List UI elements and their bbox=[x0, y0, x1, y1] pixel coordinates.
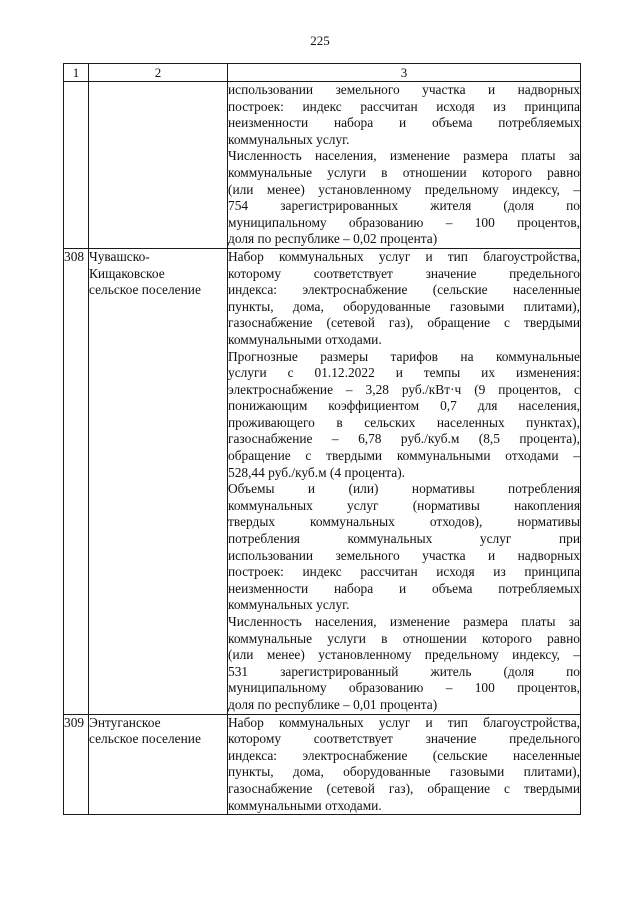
tariff-table bbox=[63, 63, 581, 815]
text-line: Набор коммунальных услуг и тип благоустройства, bbox=[228, 248, 580, 264]
row-number: 308 bbox=[64, 248, 89, 714]
page-number: 225 bbox=[310, 33, 330, 48]
row-number-cell bbox=[64, 82, 89, 249]
text-line: использовании земельного участка и надворных bbox=[228, 82, 580, 97]
text-line: индекса: электроснабжение (сельские населенные bbox=[228, 282, 580, 298]
settlement-name bbox=[89, 714, 228, 815]
description-text bbox=[228, 82, 580, 248]
text-line: коммунальные услуги в отношении которого равно bbox=[228, 164, 580, 180]
column-header-2: 2 bbox=[89, 64, 228, 82]
text-line: Объемы и (или) нормативы потребления bbox=[228, 481, 580, 497]
text-line: муниципальному образованию – 100 процентов, bbox=[228, 680, 580, 696]
text-line: построек: индекс рассчитан исходя из принципа bbox=[228, 564, 580, 580]
settlement-name-line: Чувашско- bbox=[89, 248, 150, 264]
description-text bbox=[228, 715, 580, 815]
table-row-continuation bbox=[64, 82, 581, 249]
text-line: газоснабжение – 6,78 руб./куб.м (8,5 процента), bbox=[228, 431, 580, 447]
text-line: 531 зарегистрированный житель (доля по bbox=[228, 663, 580, 679]
row-number: 309 bbox=[64, 714, 89, 815]
text-line: использовании земельного участка и надворных bbox=[228, 547, 580, 563]
text-line: Численность населения, изменение размера платы за bbox=[228, 614, 580, 629]
table-row bbox=[64, 714, 581, 815]
text-line: коммунальными отходами. bbox=[228, 797, 382, 813]
text-line: потребления коммунальных услуг при bbox=[228, 531, 580, 547]
text-line: индекса: электроснабжение (сельские населенные bbox=[228, 747, 580, 763]
table-header-row bbox=[64, 64, 581, 82]
column-header-1: 1 bbox=[64, 64, 89, 82]
text-line: пункты, дома, оборудованные газовыми плитами), bbox=[228, 298, 580, 314]
text-line: газоснабжение (сетевой газ), обращение с твердыми bbox=[228, 315, 580, 331]
text-line: услуги с 01.12.2022 и темпы их изменения: bbox=[228, 365, 580, 381]
text-line: 754 зарегистрированных жителя (доля по bbox=[228, 198, 580, 214]
text-line: коммунальных услуг. bbox=[228, 131, 350, 147]
text-line: коммунальными отходами. bbox=[228, 331, 382, 347]
settlement-name-line: сельское поселение bbox=[89, 282, 201, 298]
text-line: обращение с твердыми коммунальными отходами – bbox=[228, 448, 580, 464]
description-cell bbox=[228, 714, 581, 815]
table-row bbox=[64, 248, 581, 714]
settlement-name bbox=[89, 248, 228, 714]
text-line: проживающего в сельских населенных пунктах), bbox=[228, 414, 580, 430]
description-cell bbox=[228, 248, 581, 714]
text-line: муниципальному образованию – 100 процентов, bbox=[228, 214, 580, 230]
text-line: коммунальные услуги в отношении которого равно bbox=[228, 630, 580, 646]
description-text bbox=[228, 249, 580, 714]
text-line: электроснабжение – 3,28 руб./кВт·ч (9 процентов, с bbox=[228, 381, 580, 397]
text-line: пункты, дома, оборудованные газовыми плитами), bbox=[228, 764, 580, 780]
text-line: коммунальных услуг. bbox=[228, 597, 350, 613]
text-line: понижающим коэффициентом 0,7 для населения, bbox=[228, 398, 580, 414]
text-line: Набор коммунальных услуг и тип благоустройства, bbox=[228, 714, 580, 730]
text-line: 528,44 руб./куб.м (4 процента). bbox=[228, 464, 406, 480]
text-line: построек: индекс рассчитан исходя из принципа bbox=[228, 98, 580, 114]
text-line: Прогнозные размеры тарифов на коммунальные bbox=[228, 348, 580, 364]
text-line: (или менее) установленному предельному индексу, – bbox=[228, 181, 580, 197]
text-line: Численность населения, изменение размера платы за bbox=[228, 148, 580, 164]
settlement-name-line: Энтуганское bbox=[89, 714, 161, 730]
settlement-name-line: Кищаковское bbox=[89, 265, 165, 281]
text-line: газоснабжение (сетевой газ), обращение с твердыми bbox=[228, 780, 580, 796]
text-line: которому соответствует значение предельного bbox=[228, 731, 580, 747]
text-line: доля по республике – 0,02 процента) bbox=[228, 231, 438, 247]
text-line: неизменности набора и объема потребляемых bbox=[228, 115, 580, 131]
text-line: коммунальных услуг (нормативы накопления bbox=[228, 497, 580, 513]
text-line: доля по республике – 0,01 процента) bbox=[228, 696, 438, 712]
text-line: которому соответствует значение предельного bbox=[228, 265, 580, 281]
settlement-name-cell bbox=[89, 82, 228, 249]
column-header-3: 3 bbox=[228, 64, 581, 82]
text-line: (или менее) установленному предельному индексу, – bbox=[228, 647, 580, 663]
settlement-name-line: сельское поселение bbox=[89, 731, 201, 747]
text-line: неизменности набора и объема потребляемых bbox=[228, 580, 580, 596]
description-cell bbox=[228, 82, 581, 249]
text-line: твердых коммунальных отходов), нормативы bbox=[228, 514, 580, 530]
